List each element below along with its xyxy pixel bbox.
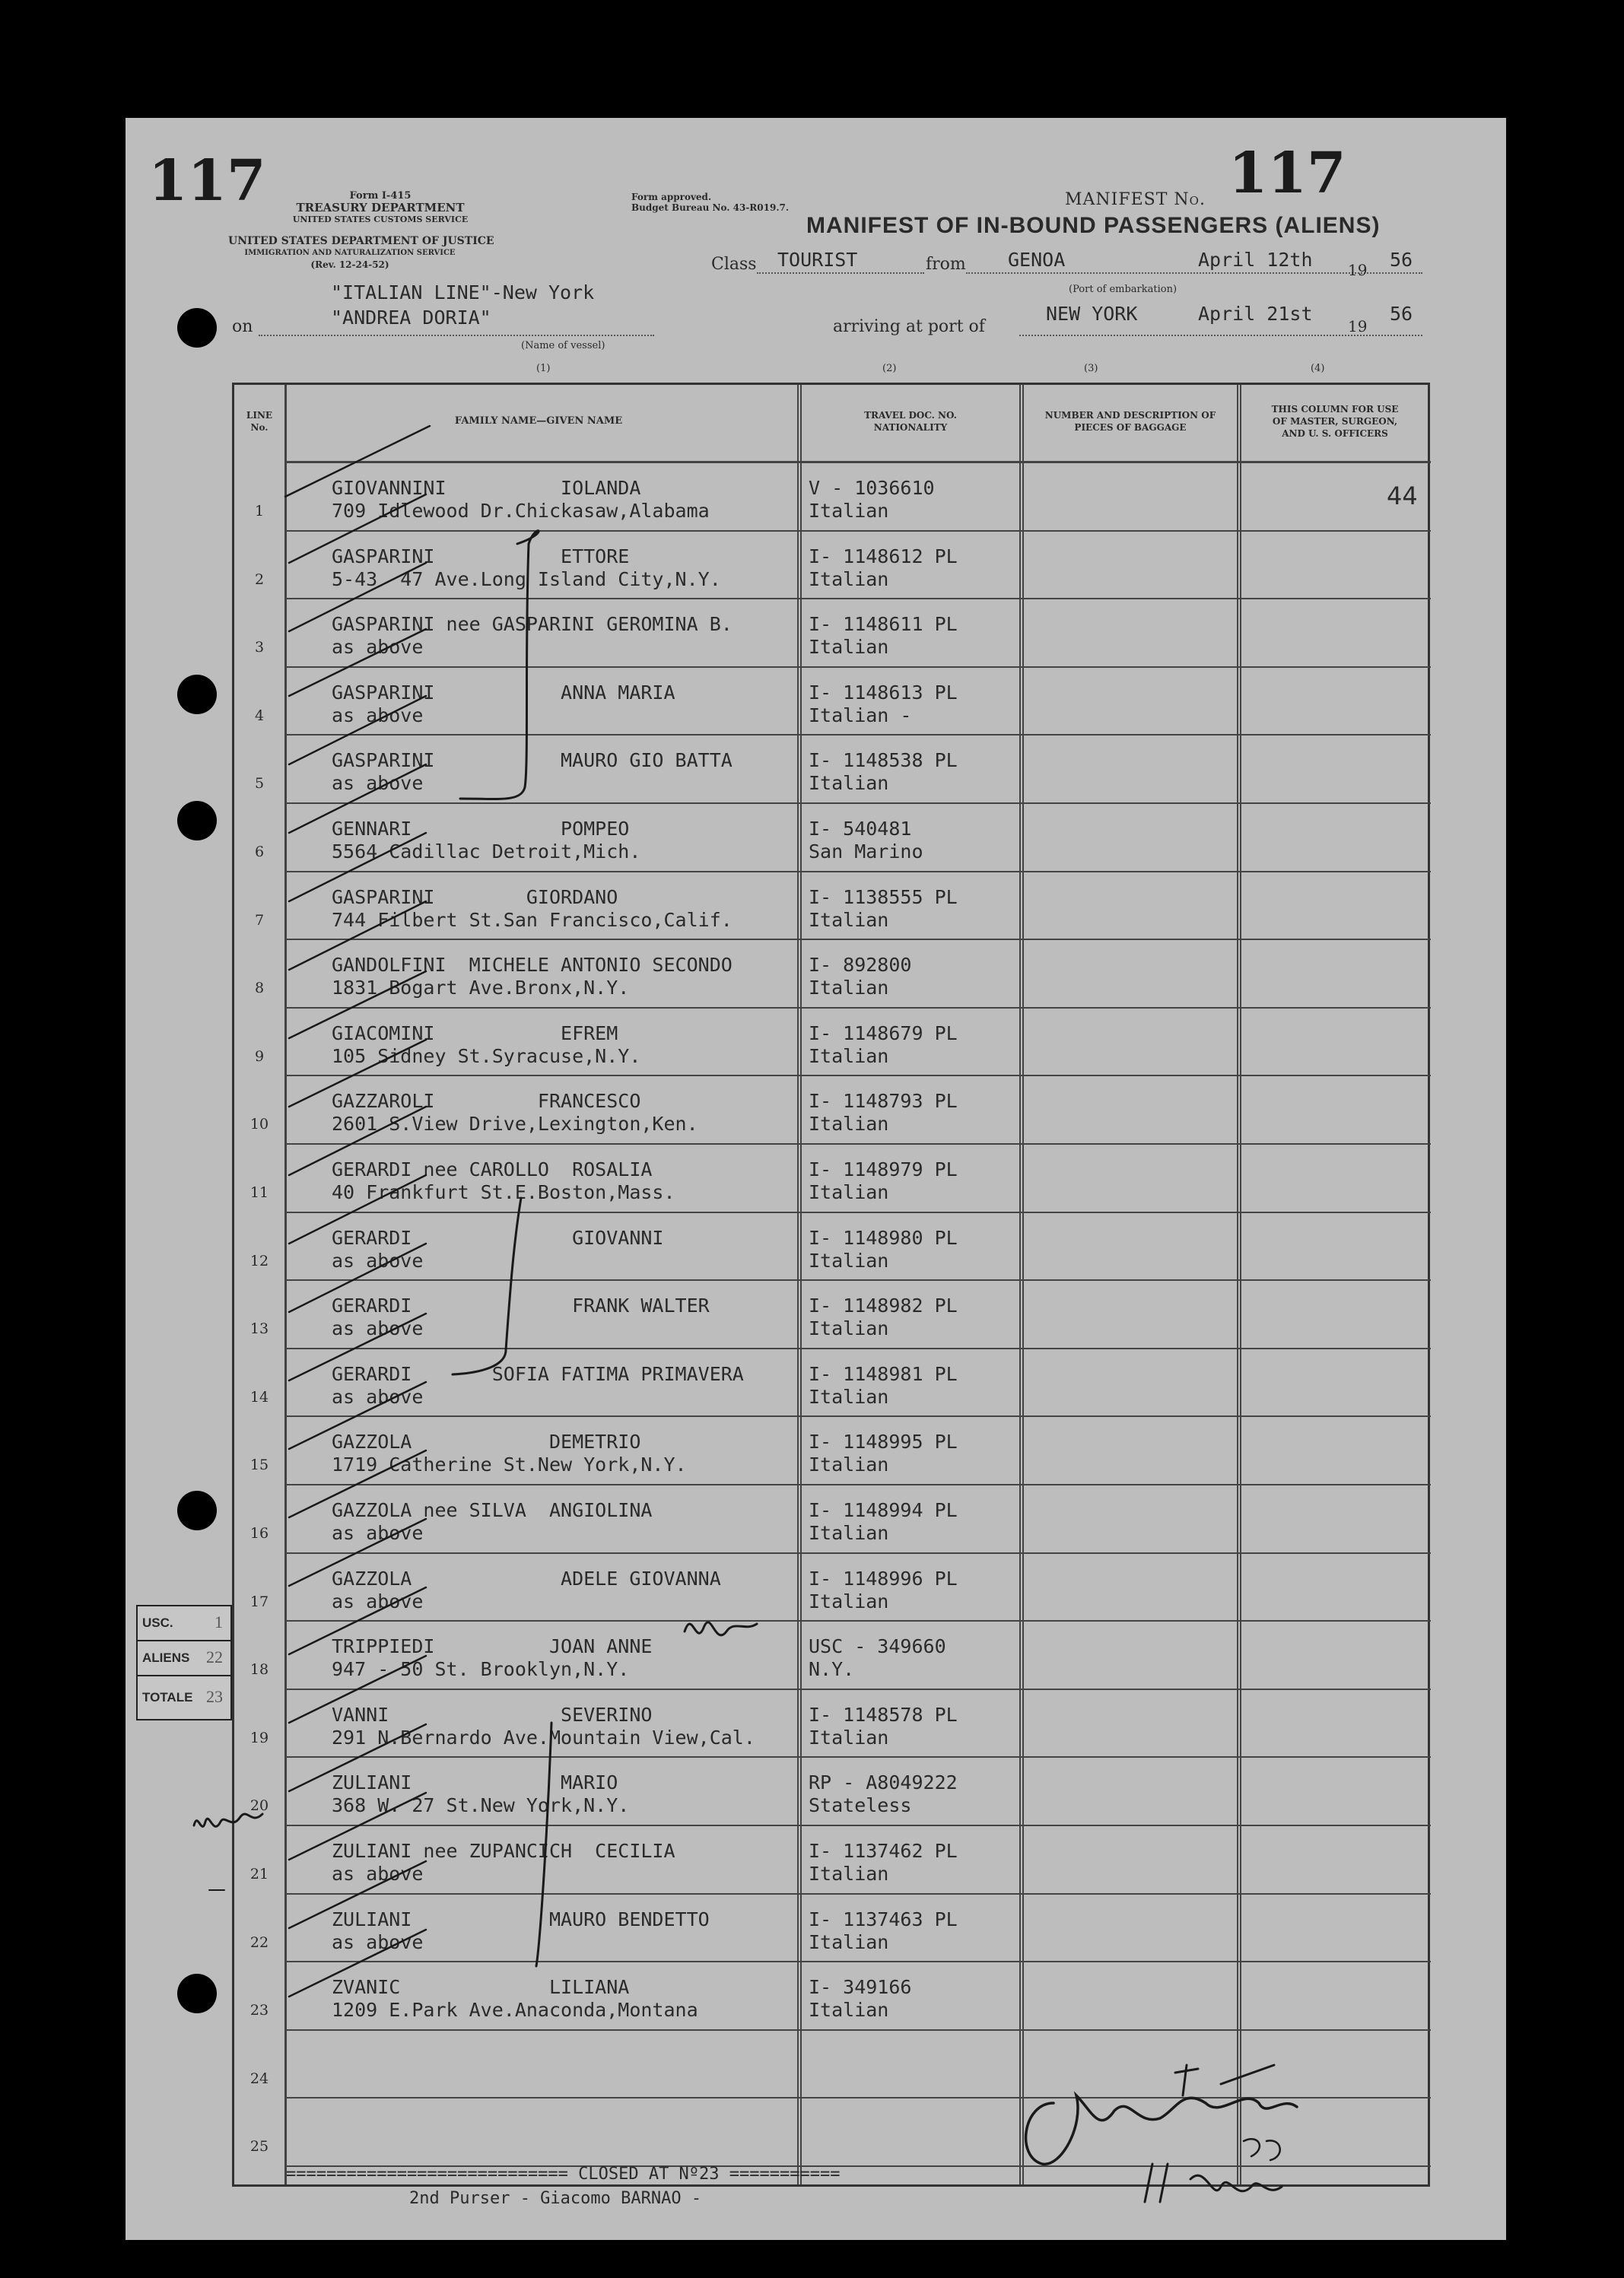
passenger-name: ZVANIC LILIANA [332,1976,630,1999]
travel-doc-number: I- 1137463 PL [809,1908,958,1930]
line-number: 20 [249,1797,269,1815]
officer-note: 44 [1387,481,1418,510]
travel-doc-number: I- 1148982 PL [809,1295,958,1317]
arrival-port: NEW YORK [1046,303,1138,325]
header-officers: THIS COLUMN FOR USE OF MASTER, SURGEON, AND U. S. OFFICERS [1271,404,1399,439]
travel-doc-number: I- 1148578 PL [809,1703,958,1726]
passenger-name: GENNARI POMPEO [332,818,630,840]
line-number: 25 [249,2138,269,2156]
total-count: 23 [206,1687,223,1706]
passenger-name: GERARDI GIOVANNI [332,1226,664,1249]
passenger-name: GASPARINI MAURO GIO BATTA [332,749,733,772]
passenger-address: as above [332,636,424,659]
passenger-address: 105 Sidney St.Syracuse,N.Y. [332,1044,641,1067]
passenger-name: GASPARINI ANNA MARIA [332,681,675,704]
manifest-stamp-left: 117 [148,148,266,214]
purser-line: 2nd Purser - Giacomo BARNAO - [409,2189,702,2208]
nationality: N.Y. [809,1658,855,1681]
nationality: Italian [809,1249,889,1272]
arrival-date: April 21st [1198,303,1313,325]
line-number: 11 [249,1184,269,1201]
doj-label: UNITED STATES DEPARTMENT OF JUSTICE [228,235,494,247]
form-approved: Form approved. [631,192,712,202]
line-number: 16 [249,1525,269,1542]
arrival-year: 56 [1390,303,1413,325]
nationality: Italian [809,908,889,931]
col-number-2: (2) [882,363,897,374]
travel-doc-number: I- 1148981 PL [809,1362,958,1385]
travel-doc-number: I- 1148980 PL [809,1226,958,1249]
nationality: Italian [809,1181,889,1203]
passenger-name: GAZZAROLI FRANCESCO [332,1090,641,1113]
from-label: from [926,255,966,274]
passenger-address: as above [332,772,424,795]
embark-year-prefix: 19 [1348,261,1368,279]
nationality: Italian - [809,704,912,726]
usc-label: USC. [142,1616,173,1630]
nationality: Italian [809,1454,889,1476]
travel-doc-number: I- 1148994 PL [809,1499,958,1521]
budget-bureau: Budget Bureau No. 43-R019.7. [631,202,790,213]
passenger-name: GERARDI FRANK WALTER [332,1295,710,1317]
closed-at-line: ============================ CLOSED AT Nº23 =========== [286,2165,841,2184]
line-number: 6 [254,844,265,860]
travel-doc-number: I- 1148612 PL [809,545,958,567]
passenger-address: 2601 S.View Drive,Lexington,Ken. [332,1113,698,1136]
passenger-name: GASPARINI nee GASPARINI GEROMINA B. [332,613,733,636]
passenger-address: as above [332,1590,424,1612]
passenger-address: 5564 Cadillac Detroit,Mich. [332,840,641,863]
arriving-label: arriving at port of [833,317,985,336]
travel-doc-number: I- 1137462 PL [809,1840,958,1862]
passenger-address: 40 Frankfurt St.E.Boston,Mass. [332,1181,675,1203]
line-number: 4 [254,707,265,724]
punch-hole [177,801,217,840]
travel-doc-number: I- 1148996 PL [809,1567,958,1590]
usc-count: 1 [215,1612,223,1631]
header-doc: TRAVEL DOC. NO. NATIONALITY [864,410,957,433]
manifest-page [126,118,1506,2240]
voyage-class: TOURIST [777,249,858,271]
passenger-address: as above [332,1317,424,1340]
col-number-3: (3) [1084,363,1098,374]
line-number: 13 [249,1320,269,1338]
nationality: Italian [809,1930,889,1953]
aliens-label: ALIENS [142,1651,190,1665]
line-number: 1 [254,503,265,519]
nationality: Italian [809,1044,889,1067]
passenger-name: GASPARINI ETTORE [332,545,630,567]
nationality: Italian [809,500,889,522]
line-number: 14 [249,1388,269,1406]
passenger-address: as above [332,704,424,726]
line-number: 3 [254,639,265,656]
nationality: Italian [809,1863,889,1885]
nationality: Italian [809,1113,889,1136]
form-number: Form I-415 [349,190,412,202]
vessel-name: "ANDREA DORIA" [331,307,491,329]
travel-doc-number: I- 540481 [809,818,912,840]
nationality: Italian [809,977,889,999]
nationality: Italian [809,1317,889,1340]
travel-doc-number: I- 1148995 PL [809,1431,958,1454]
passenger-name: ZULIANI MAURO BENDETTO [332,1908,710,1930]
line-number: 2 [254,570,265,588]
passenger-name: GAZZOLA nee SILVA ANGIOLINA [332,1499,653,1521]
line-number: 23 [249,2002,269,2019]
nationality: San Marino [809,840,923,863]
travel-doc-number: USC - 349660 [809,1635,946,1658]
manifest-title: MANIFEST OF IN-BOUND PASSENGERS (ALIENS) [806,213,1381,238]
nationality: Italian [809,1726,889,1749]
passenger-address: 291 N.Bernardo Ave.Mountain View,Cal. [332,1726,755,1749]
header-baggage: NUMBER AND DESCRIPTION OF PIECES OF BAGGAGE [1044,410,1216,433]
nationality: Italian [809,567,889,590]
handwritten-marks [126,118,1506,2240]
passenger-name: ZULIANI nee ZUPANCICH CECILIA [332,1840,675,1862]
passenger-address: as above [332,1522,424,1544]
port-embark-label: (Port of embarkation) [1069,284,1177,295]
class-label: Class [711,255,757,274]
line-number: 8 [254,980,265,997]
col-number-4: (4) [1311,363,1325,374]
passenger-name: GERARDI SOFIA FATIMA PRIMAVERA [332,1362,744,1385]
passenger-address: 1831 Bogart Ave.Bronx,N.Y. [332,977,630,999]
passenger-address: 947 - 50 St. Brooklyn,N.Y. [332,1658,630,1681]
passenger-name: GANDOLFINI MICHELE ANTONIO SECONDO [332,954,733,977]
punch-hole [177,1491,217,1530]
nationality: Italian [809,1590,889,1612]
line-number: 22 [249,1933,269,1951]
col-number-1: (1) [536,363,551,374]
manifest-stamp-right: 117 [1228,141,1346,206]
punch-hole [177,1974,217,2013]
passenger-name: TRIPPIEDI JOAN ANNE [332,1635,653,1658]
line-number: 19 [249,1729,269,1746]
line-number: 24 [249,2070,269,2087]
vessel-label: (Name of vessel) [521,340,605,351]
passenger-name: VANNI SEVERINO [332,1703,653,1726]
nationality: Italian [809,1999,889,2022]
punch-hole [177,308,217,348]
arrival-year-prefix: 19 [1348,317,1368,335]
line-number: 15 [249,1457,269,1474]
header-name: FAMILY NAME—GIVEN NAME [454,415,623,427]
nationality: Italian [809,772,889,795]
passenger-name: GIOVANNINI IOLANDA [332,477,641,499]
ins-label: IMMIGRATION AND NATURALIZATION SERVICE [244,249,456,257]
travel-doc-number: I- 1138555 PL [809,885,958,908]
embark-year: 56 [1390,249,1413,271]
nationality: Italian [809,1385,889,1408]
line-number: 21 [249,1866,269,1882]
passenger-address: 744 Filbert St.San Francisco,Calif. [332,908,733,931]
passenger-name: GAZZOLA ADELE GIOVANNA [332,1567,721,1590]
passenger-address: as above [332,1249,424,1272]
travel-doc-number: I- 1148613 PL [809,681,958,704]
travel-doc-number: I- 1148611 PL [809,613,958,636]
line-number: 18 [249,1661,269,1679]
passenger-address: as above [332,1385,424,1408]
passenger-address: 1719 Catherine St.New York,N.Y. [332,1454,687,1476]
customs-label: UNITED STATES CUSTOMS SERVICE [292,214,469,224]
travel-doc-number: V - 1036610 [809,477,935,499]
passenger-name: GIACOMINI EFREM [332,1021,618,1044]
travel-doc-number: I- 1148979 PL [809,1158,958,1180]
passenger-address: as above [332,1863,424,1885]
total-label: TOTALE [142,1690,193,1705]
travel-doc-number: RP - A8049222 [809,1771,958,1794]
nationality: Italian [809,636,889,659]
line-number: 5 [254,775,265,793]
on-label: on [232,317,253,336]
line-number: 7 [254,911,265,929]
rev-label: (Rev. 12-24-52) [310,259,389,270]
line-number: 10 [249,1116,269,1133]
travel-doc-number: I- 1148679 PL [809,1021,958,1044]
travel-doc-number: I- 1148538 PL [809,749,958,772]
embark-date: April 12th [1198,249,1313,271]
travel-doc-number: I- 349166 [809,1976,912,1999]
passenger-name: GERARDI nee CAROLLO ROSALIA [332,1158,653,1180]
passenger-name: ZULIANI MARIO [332,1771,618,1794]
passenger-name: GASPARINI GIORDANO [332,885,618,908]
travel-doc-number: I- 1148793 PL [809,1090,958,1113]
line-number: 17 [249,1593,269,1610]
passenger-address: 5-43 47 Ave.Long Island City,N.Y. [332,567,721,590]
passenger-address: 368 W. 27 St.New York,N.Y. [332,1794,630,1817]
nationality: Stateless [809,1794,912,1817]
passenger-address: 1209 E.Park Ave.Anaconda,Montana [332,1999,698,2022]
aliens-count: 22 [206,1647,223,1666]
passenger-address: 709 Idlewood Dr.Chickasaw,Alabama [332,500,710,522]
embark-port: GENOA [1008,249,1066,271]
header-line-no: LINE No. [246,410,273,433]
passenger-address: as above [332,1930,424,1953]
treasury-label: TREASURY DEPARTMENT [296,201,465,214]
travel-doc-number: I- 892800 [809,954,912,977]
shipping-line: "ITALIAN LINE"-New York [331,281,595,303]
line-number: 12 [249,1252,269,1269]
passenger-name: GAZZOLA DEMETRIO [332,1431,641,1454]
punch-hole [177,675,217,714]
line-number: 9 [254,1047,265,1065]
nationality: Italian [809,1522,889,1544]
manifest-no-label: MANIFEST No. [1065,190,1206,209]
